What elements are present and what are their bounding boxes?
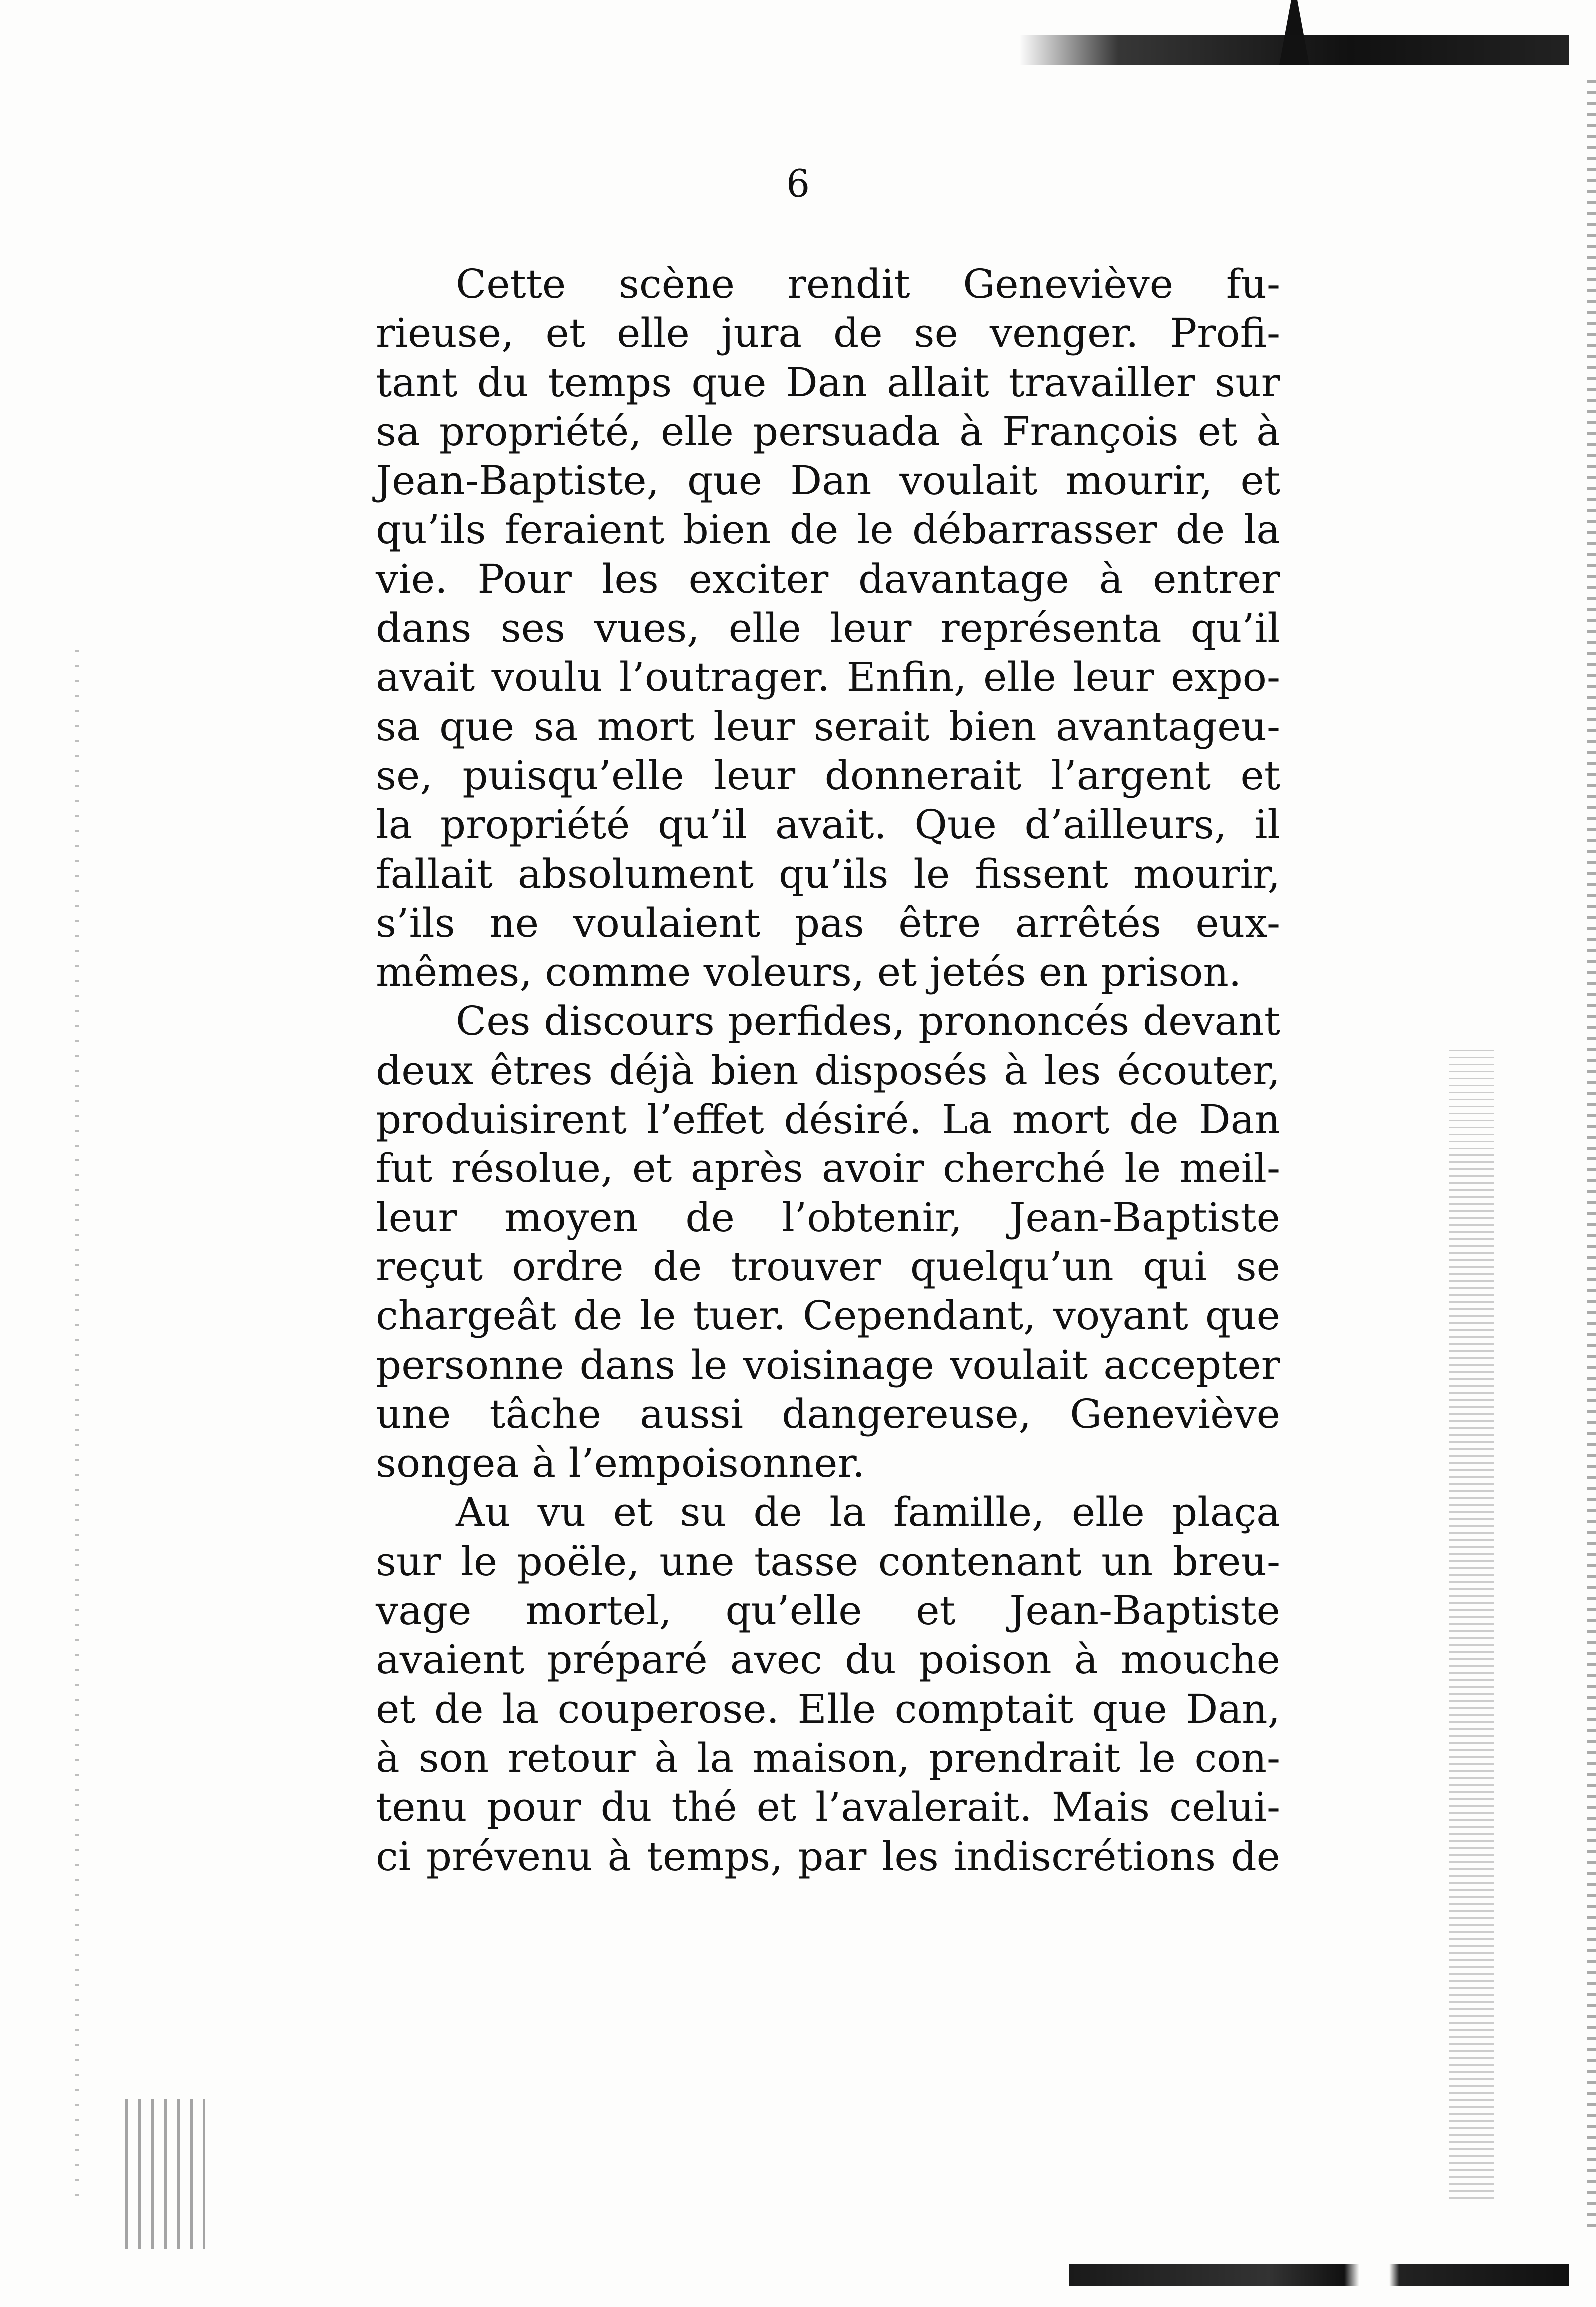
- scan-artifact-top-edge: [1019, 35, 1569, 65]
- text-line: sa propriété, elle persuada à François et à: [376, 408, 1280, 455]
- text-line: dans ses vues, elle leur représenta qu’il: [376, 605, 1280, 652]
- text-line: songea à l’empoisonner.: [376, 1440, 865, 1487]
- text-line: avaient préparé avec du poison à mouche: [376, 1636, 1280, 1683]
- text-line: ci prévenu à temps, par les indiscrétions de: [376, 1833, 1280, 1880]
- text-line: personne dans le voisinage voulait accepter: [376, 1341, 1280, 1388]
- scan-artifact-bottom-edge: [1069, 2264, 1569, 2286]
- body-text: [376, 260, 1280, 1881]
- scan-artifact-right-speckle: [1449, 1050, 1494, 2199]
- text-line: Au vu et su de la famille, elle plaça: [456, 1489, 1280, 1536]
- text-line: s’ils ne voulaient pas être arrêtés eux-: [376, 899, 1280, 946]
- text-line: la propriété qu’il avait. Que d’ailleurs, il: [376, 801, 1280, 848]
- text-line: fallait absolument qu’ils le fissent mourir,: [376, 850, 1280, 897]
- text-line: Cette scène rendit Geneviève fu-: [456, 261, 1280, 307]
- text-line: à son retour à la maison, prendrait le con-: [376, 1734, 1280, 1781]
- text-line: se, puisqu’elle leur donnerait l’argent et: [376, 752, 1280, 799]
- text-line: avait voulu l’outrager. Enfin, elle leur expo-: [376, 654, 1280, 701]
- text-line: leur moyen de l’obtenir, Jean-Baptiste: [376, 1194, 1280, 1241]
- scan-artifact-left-bottom: [125, 2099, 205, 2249]
- text-line: chargeât de le tuer. Cependant, voyant que: [376, 1292, 1280, 1339]
- text-line: rieuse, et elle jura de se venger. Profi-: [376, 310, 1280, 357]
- text-line: fut résolue, et après avoir cherché le meil-: [376, 1145, 1280, 1192]
- text-line: vie. Pour les exciter davantage à entrer: [376, 555, 1280, 602]
- scan-artifact-left-edge: [75, 650, 79, 2199]
- text-line: Jean-Baptiste, que Dan voulait mourir, et: [376, 457, 1280, 504]
- text-line: Ces discours perfides, prononcés devant: [456, 998, 1280, 1045]
- text-line: une tâche aussi dangereuse, Geneviève: [376, 1390, 1280, 1437]
- page-number: 6: [786, 161, 810, 206]
- text-line: sa que sa mort leur serait bien avantageu-: [376, 703, 1280, 750]
- text-line: sur le poële, une tasse contenant un breu-: [376, 1538, 1280, 1585]
- text-line: reçut ordre de trouver quelqu’un qui se: [376, 1243, 1280, 1290]
- text-line: vage mortel, qu’elle et Jean-Baptiste: [376, 1587, 1280, 1634]
- text-line: qu’ils feraient bien de le débarrasser de la: [376, 506, 1280, 553]
- text-line: deux êtres déjà bien disposés à les écouter,: [376, 1047, 1280, 1094]
- scan-artifact-right-edge: [1587, 80, 1596, 2229]
- text-line: tant du temps que Dan allait travailler sur: [376, 359, 1280, 406]
- text-line: et de la couperose. Elle comptait que Dan,: [376, 1685, 1280, 1732]
- text-line: tenu pour du thé et l’avalerait. Mais celui-: [376, 1784, 1280, 1831]
- text-line: mêmes, comme voleurs, et jetés en prison.: [376, 949, 1242, 996]
- text-line: produisirent l’effet désiré. La mort de Dan: [376, 1096, 1280, 1143]
